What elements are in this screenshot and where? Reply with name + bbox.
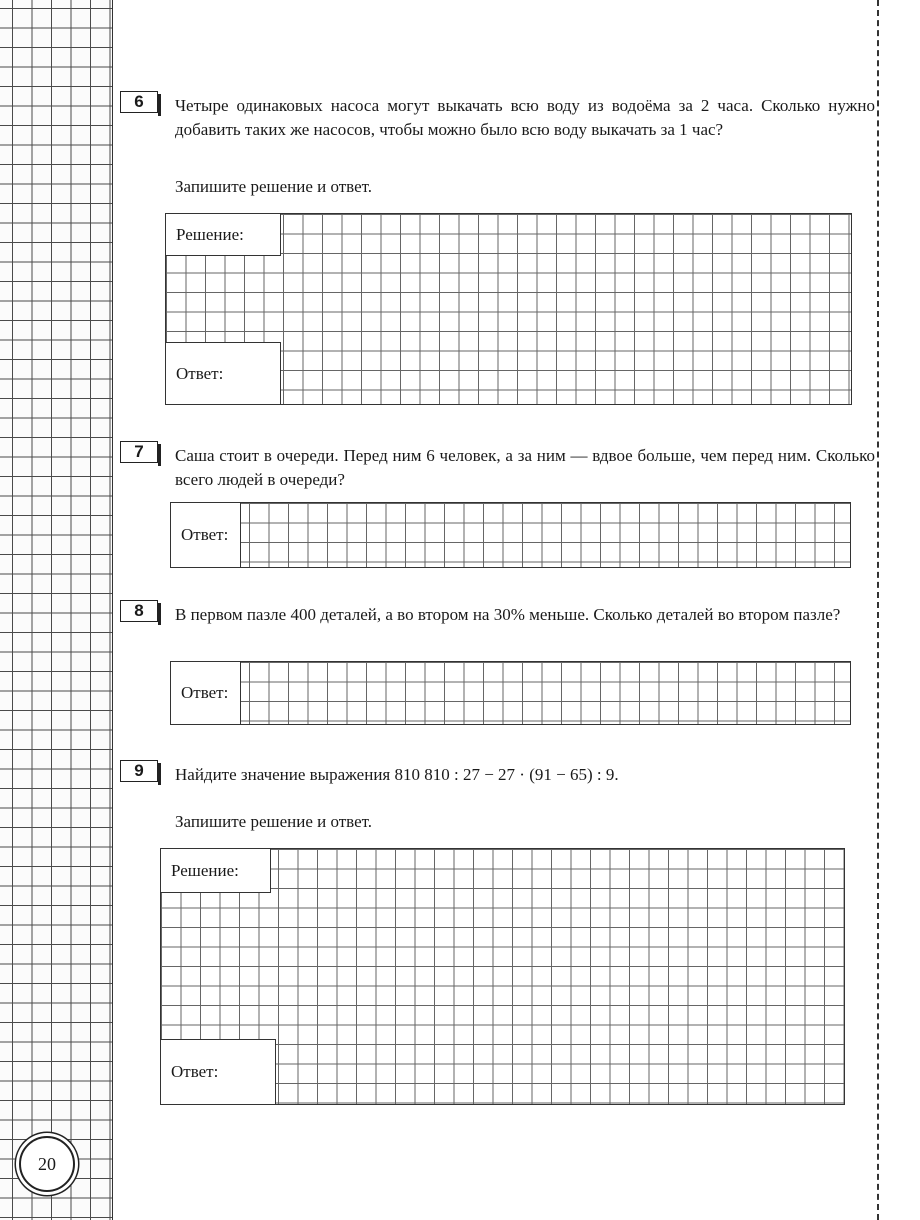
task-6-solution-label: Решение: (166, 214, 281, 256)
task-9-instruction: Запишите решение и ответ. (175, 812, 373, 831)
cut-line (877, 0, 879, 1220)
task-6-number: 6 (120, 91, 158, 113)
task-8-answer-grid[interactable] (170, 661, 851, 725)
task-8-number: 8 (120, 600, 158, 622)
task-9-answer-label: Ответ: (161, 1039, 276, 1104)
task-6-instruction: Запишите решение и ответ. (175, 177, 373, 196)
task-8-text: В первом пазле 400 деталей, а во втором на 30% меньше. Сколько деталей во втором пазле? (175, 605, 841, 624)
task-7-text: Саша стоит в очереди. Перед ним 6 человек, а за ним — вдвое больше, чем перед ним. Сколько всего людей в очереди? (175, 446, 875, 489)
graph-paper-margin (0, 0, 113, 1220)
task-6-text: Четыре одинаковых насоса могут выкачать всю воду из водоёма за 2 часа. Сколько нужно добавить таких же насосов, чтобы можно было всю воду выкачать за 1 час? (175, 96, 875, 139)
task-9-number: 9 (120, 760, 158, 782)
task-8-answer-label: Ответ: (171, 662, 241, 724)
task-7-answer-label: Ответ: (171, 503, 241, 567)
task-9-solution-grid[interactable] (160, 848, 845, 1105)
task-6-answer-label: Ответ: (166, 342, 281, 404)
task-7-answer-grid[interactable] (170, 502, 851, 568)
task-9-text: Найдите значение выражения 810 810 : 27 − 27 · (91 − 65) : 9. (175, 765, 619, 784)
task-6-solution-grid[interactable] (165, 213, 852, 405)
task-9-solution-label: Решение: (161, 849, 271, 893)
page-number: 20 (19, 1136, 75, 1192)
task-7-number: 7 (120, 441, 158, 463)
